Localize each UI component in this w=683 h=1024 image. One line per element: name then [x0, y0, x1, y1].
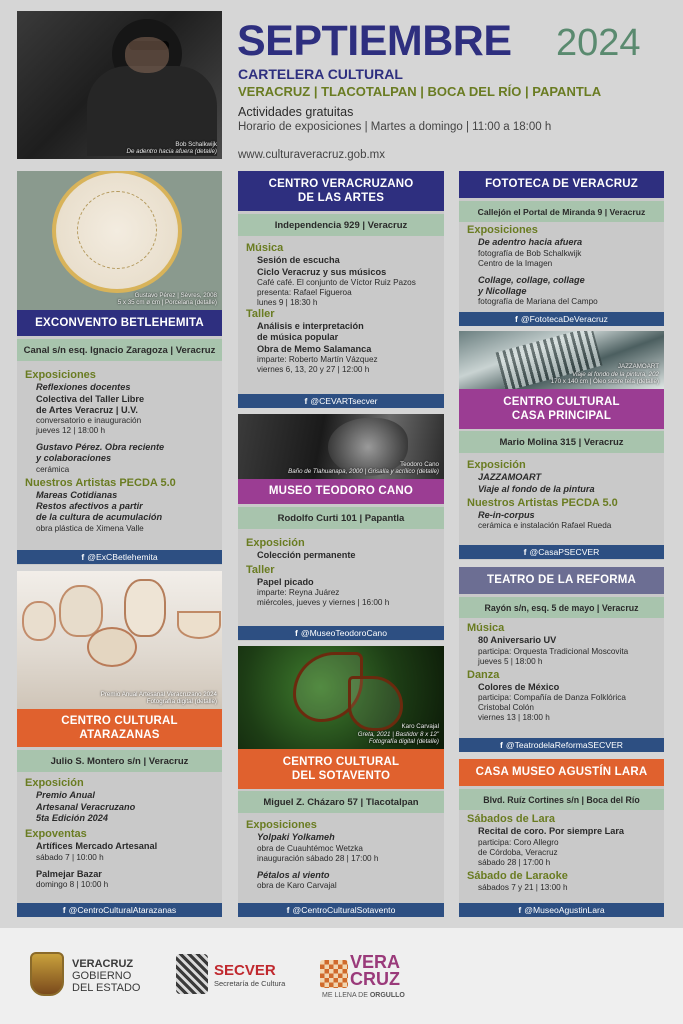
- event-title: Pétalos al viento: [257, 869, 330, 880]
- event-title: Colección permanente: [257, 550, 356, 561]
- event-title: Mareas Cotidianas: [36, 489, 118, 500]
- government-logo-text: VERACRUZ GOBIERNO DEL ESTADO: [72, 958, 141, 995]
- social-handle: @MuseoAgustinLara: [524, 905, 605, 915]
- section-label: Exposición: [467, 459, 526, 471]
- veracruz-brand-pattern-icon: [320, 960, 348, 988]
- social-handle: @FototecaDeVeracruz: [520, 314, 608, 324]
- event-title: y colaboraciones: [36, 453, 112, 464]
- porcelain-caption: Gustavo Pérez | Sèvres, 2008 5 x 35 cm ø cm | Porcelana (detalle): [117, 291, 217, 307]
- events-agustin-lara: [467, 809, 663, 893]
- cities: VERACRUZ | TLACOTALPAN | BOCA DEL RÍO | PAPANTLA: [238, 84, 602, 99]
- events-exconvento: [25, 365, 221, 534]
- pottery-bowl: [177, 611, 221, 639]
- address-sotavento: Miguel Z. Cházaro 57 | Tlacotalpan: [238, 791, 444, 813]
- section-label: Música: [467, 622, 505, 634]
- veracruz-brand-logo: VERA CRUZ: [350, 952, 401, 990]
- event-detail: fotografía de Bob Schalkwijk: [478, 248, 582, 258]
- pottery-pot: [87, 627, 137, 667]
- events-fototeca: [467, 220, 663, 307]
- event-detail: presenta: Rafael Figueroa: [257, 287, 352, 297]
- social-handle: @MuseoTeodoroCano: [300, 628, 387, 638]
- jazzamoart-painting: [459, 331, 664, 389]
- event-title: de la cultura de acumulación: [36, 512, 163, 523]
- event-detail: imparte: Reyna Juárez: [257, 588, 340, 598]
- exhibition-hours: Horario de exposiciones | Martes a domingo | 11:00 a 18:00 h: [238, 121, 552, 133]
- face: [125, 37, 169, 73]
- pottery-jug: [59, 585, 103, 637]
- events-atarazanas: [25, 773, 221, 890]
- event-title: Reflexiones docentes: [36, 382, 131, 393]
- event-title: Palmejar Bazar: [36, 868, 102, 879]
- event-title: Colectiva del Taller Libre: [36, 393, 145, 404]
- events-teodoro-cano: [246, 533, 444, 608]
- social-handle: @CentroCulturalSotavento: [292, 905, 396, 915]
- events-sotavento: [246, 815, 444, 891]
- event-title: Collage, collage, collage: [478, 274, 585, 285]
- section-label: Danza: [467, 668, 500, 681]
- facebook-icon: f: [515, 314, 518, 324]
- section-label: Exposiciones: [467, 224, 538, 236]
- event-detail: cerámica: [36, 464, 70, 474]
- facebook-icon: f: [286, 905, 290, 915]
- venue-title-exconvento: EXCONVENTO BETLEHEMITA: [17, 310, 222, 336]
- event-detail: inauguración sábado 28 | 17:00 h: [257, 853, 379, 863]
- social-link-sotavento[interactable]: [238, 903, 444, 917]
- event-detail: sábados 7 y 21 | 13:00 h: [478, 883, 568, 893]
- social-handle: @CasaPSECVER: [529, 547, 600, 557]
- event-detail: participa: Compañía de Danza Folklórica: [478, 693, 626, 703]
- section-label: Exposiciones: [25, 369, 96, 381]
- venue-title-teodoro-cano: MUSEO TEODORO CANO: [238, 479, 444, 504]
- event-title: Obra de Memo Salamanca: [257, 343, 372, 354]
- social-handle: @TeatrodelaReformaSECVER: [505, 740, 624, 750]
- website-link[interactable]: www.culturaveracruz.gob.mx: [238, 149, 385, 161]
- social-link-atarazanas[interactable]: [17, 903, 222, 917]
- event-detail: sábado 7 | 10:00 h: [36, 852, 104, 862]
- event-detail: conversatorio e inauguración: [36, 416, 142, 426]
- facebook-icon: f: [295, 628, 298, 638]
- teodoro-cano-caption: Teodoro Cano Baño de Tlahuanapa, 2000 | Grisalla y acrílico (detalle): [288, 460, 439, 476]
- events-cevart: [246, 238, 444, 375]
- section-label: Exposiciones: [246, 819, 317, 831]
- social-link-cevart[interactable]: [238, 394, 444, 408]
- butterfly-caption: Karo Carvajal Greta, 2021 | Bastidor 8 x 12" Fotografía digital (detalle): [357, 722, 439, 746]
- event-detail: de Córdoba, Veracruz: [478, 847, 558, 857]
- event-detail: sábado 28 | 17:00 h: [478, 857, 551, 867]
- event-title: Premio Anual: [36, 790, 95, 801]
- butterfly-photo: [238, 646, 444, 749]
- event-detail: fotografía de Mariana del Campo: [478, 297, 598, 307]
- event-title: Restos afectivos a partir: [36, 501, 143, 512]
- events-teatro-reforma: [467, 618, 663, 723]
- address-fototeca: Callejón el Portal de Miranda 9 | Veracruz: [459, 201, 664, 222]
- events-casa-principal: [467, 455, 663, 531]
- event-title: Gustavo Pérez. Obra reciente: [36, 442, 165, 453]
- event-title: y Nicollage: [478, 285, 527, 296]
- event-detail: participa: Orquesta Tradicional Moscovita: [478, 646, 629, 656]
- secver-emblem-icon: [176, 954, 208, 994]
- facebook-icon: f: [62, 905, 66, 915]
- pottery-vase: [124, 579, 166, 637]
- venue-title-fototeca: FOTOTECA DE VERACRUZ: [459, 171, 664, 198]
- brand-tagline: ME LLENA DE ORGULLO: [322, 992, 405, 999]
- address-teodoro-cano: Rodolfo Curti 101 | Papantla: [238, 507, 444, 529]
- event-detail: viernes 6, 13, 20 y 27 | 12:00 h: [257, 364, 370, 374]
- porcelain-photo: [17, 171, 222, 310]
- social-handle: @CEVARTsecver: [310, 396, 378, 406]
- event-detail: obra de Cuauhtémoc Wetzka: [257, 843, 363, 853]
- venue-title-casa-principal: CENTRO CULTURAL CASA PRINCIPAL: [459, 389, 664, 429]
- event-detail: Cristobal Colón: [478, 703, 534, 713]
- event-title: Re-in-corpus: [478, 510, 535, 521]
- facebook-icon: f: [499, 740, 503, 750]
- address-casa-principal: Mario Molina 315 | Veracruz: [459, 431, 664, 453]
- facebook-icon: f: [518, 905, 522, 915]
- social-link-casa-principal[interactable]: [459, 545, 664, 559]
- event-detail: domingo 8 | 10:00 h: [36, 879, 109, 889]
- address-exconvento: Canal s/n esq. Ignacio Zaragoza | Veracruz: [17, 339, 222, 361]
- jazzamoart-caption: JAZZAMOART Viaje al fondo de la pintura, 202 170 x 140 cm | Óleo sobre tela (detalle): [550, 362, 659, 386]
- facebook-icon: f: [81, 552, 85, 562]
- event-detail: participa: Coro Allegro: [478, 837, 559, 847]
- subtitle: CARTELERA CULTURAL: [238, 66, 403, 82]
- address-agustin-lara: Blvd. Ruíz Cortines s/n | Boca del Río: [459, 789, 664, 810]
- event-detail: jueves 5 | 18:00 h: [478, 656, 543, 666]
- porcelain-inner-ring: [77, 191, 157, 269]
- event-title: Ciclo Veracruz y sus músicos: [257, 266, 387, 277]
- social-link-teatro-reforma[interactable]: [459, 738, 664, 752]
- section-label: Taller: [246, 307, 275, 320]
- venue-title-atarazanas: CENTRO CULTURAL ATARAZANAS: [17, 709, 222, 747]
- social-handle: @ExCBetlehemita: [87, 552, 158, 562]
- event-detail: obra plástica de Ximena Valle: [36, 523, 144, 533]
- crafts-photo: [17, 571, 222, 709]
- event-detail: imparte: Roberto Martín Vázquez: [257, 354, 378, 364]
- event-title: de Artes Veracruz | U.V.: [36, 404, 138, 415]
- event-title: 5ta Edición 2024: [36, 812, 109, 823]
- event-detail: Centro de la Imagen: [478, 258, 553, 268]
- social-link-teodoro-cano[interactable]: [238, 626, 444, 640]
- section-label: Exposición: [246, 537, 305, 549]
- section-label: Nuestros Artistas PECDA 5.0: [25, 476, 176, 489]
- section-label: Exposición: [25, 777, 84, 789]
- facebook-icon: f: [304, 396, 308, 406]
- free-activities: Actividades gratuitas: [238, 105, 354, 119]
- event-title: Papel picado: [257, 577, 314, 588]
- social-handle: @CentroCulturalAtarazanas: [68, 905, 177, 915]
- header-photo: [17, 11, 222, 159]
- event-detail: lunes 9 | 18:30 h: [257, 297, 318, 307]
- venue-title-teatro-reforma: TEATRO DE LA REFORMA: [459, 567, 664, 594]
- event-title: Yolpaki Yolkameh: [257, 832, 335, 843]
- event-title: Recital de coro. Por siempre Lara: [478, 826, 625, 837]
- address-cevart: Independencia 929 | Veracruz: [238, 214, 444, 236]
- month-title: SEPTIEMBRE: [237, 17, 512, 65]
- social-link-agustin-lara[interactable]: [459, 903, 664, 917]
- event-detail: Café café. El conjunto de Víctor Ruiz Pazos: [257, 277, 416, 287]
- event-title: 80 Aniversario UV: [478, 635, 557, 646]
- event-title: Sesión de escucha: [257, 255, 340, 266]
- footer: [0, 928, 683, 1024]
- address-atarazanas: Julio S. Montero s/n | Veracruz: [17, 750, 222, 772]
- event-title: Análisis e interpretación: [257, 321, 364, 332]
- crafts-caption: Premio Anual Artesanal Veracruzano 2024 Fotografía digital (detalle): [100, 690, 217, 706]
- venue-title-agustin-lara: CASA MUSEO AGUSTÍN LARA: [459, 759, 664, 786]
- facebook-icon: f: [523, 547, 527, 557]
- section-label: Música: [246, 242, 284, 254]
- event-title: Artesanal Veracruzano: [36, 801, 136, 812]
- section-label: Sábado de Laraoke: [467, 869, 568, 882]
- event-title: Viaje al fondo de la pintura: [478, 483, 595, 494]
- teodoro-cano-artwork: [238, 414, 444, 479]
- event-title: de música popular: [257, 332, 339, 343]
- social-link-exconvento[interactable]: [17, 550, 222, 564]
- section-label: Taller: [246, 563, 275, 576]
- section-label: Sábados de Lara: [467, 813, 556, 825]
- event-title: JAZZAMOART: [478, 472, 542, 483]
- event-detail: miércoles, jueves y viernes | 16:00 h: [257, 598, 390, 608]
- header-photo-caption: Bob Schalkwijk De adentro hacia afuera (detalle): [126, 140, 217, 156]
- event-detail: cerámica e instalación Rafael Rueda: [478, 521, 612, 531]
- veracruz-crest-icon: [30, 952, 64, 996]
- event-title: De adentro hacia afuera: [478, 237, 583, 248]
- social-link-fototeca[interactable]: [459, 312, 664, 326]
- secver-logo: SECVER Secretaría de Cultura: [214, 962, 286, 988]
- venue-title-sotavento: CENTRO CULTURAL DEL SOTAVENTO: [238, 749, 444, 789]
- event-detail: obra de Karo Carvajal: [257, 880, 337, 890]
- event-detail: jueves 12 | 18:00 h: [36, 426, 106, 436]
- event-detail: viernes 13 | 18:00 h: [478, 713, 550, 723]
- section-label: Expoventas: [25, 828, 87, 841]
- address-teatro-reforma: Rayón s/n, esq. 5 de mayo | Veracruz: [459, 597, 664, 618]
- pottery-small: [22, 601, 56, 641]
- event-title: Colores de México: [478, 682, 560, 693]
- venue-title-cevart: CENTRO VERACRUZANO DE LAS ARTES: [238, 171, 444, 211]
- event-title: Artífices Mercado Artesanal: [36, 841, 158, 852]
- year-title: 2024: [556, 22, 641, 64]
- section-label: Nuestros Artistas PECDA 5.0: [467, 496, 618, 509]
